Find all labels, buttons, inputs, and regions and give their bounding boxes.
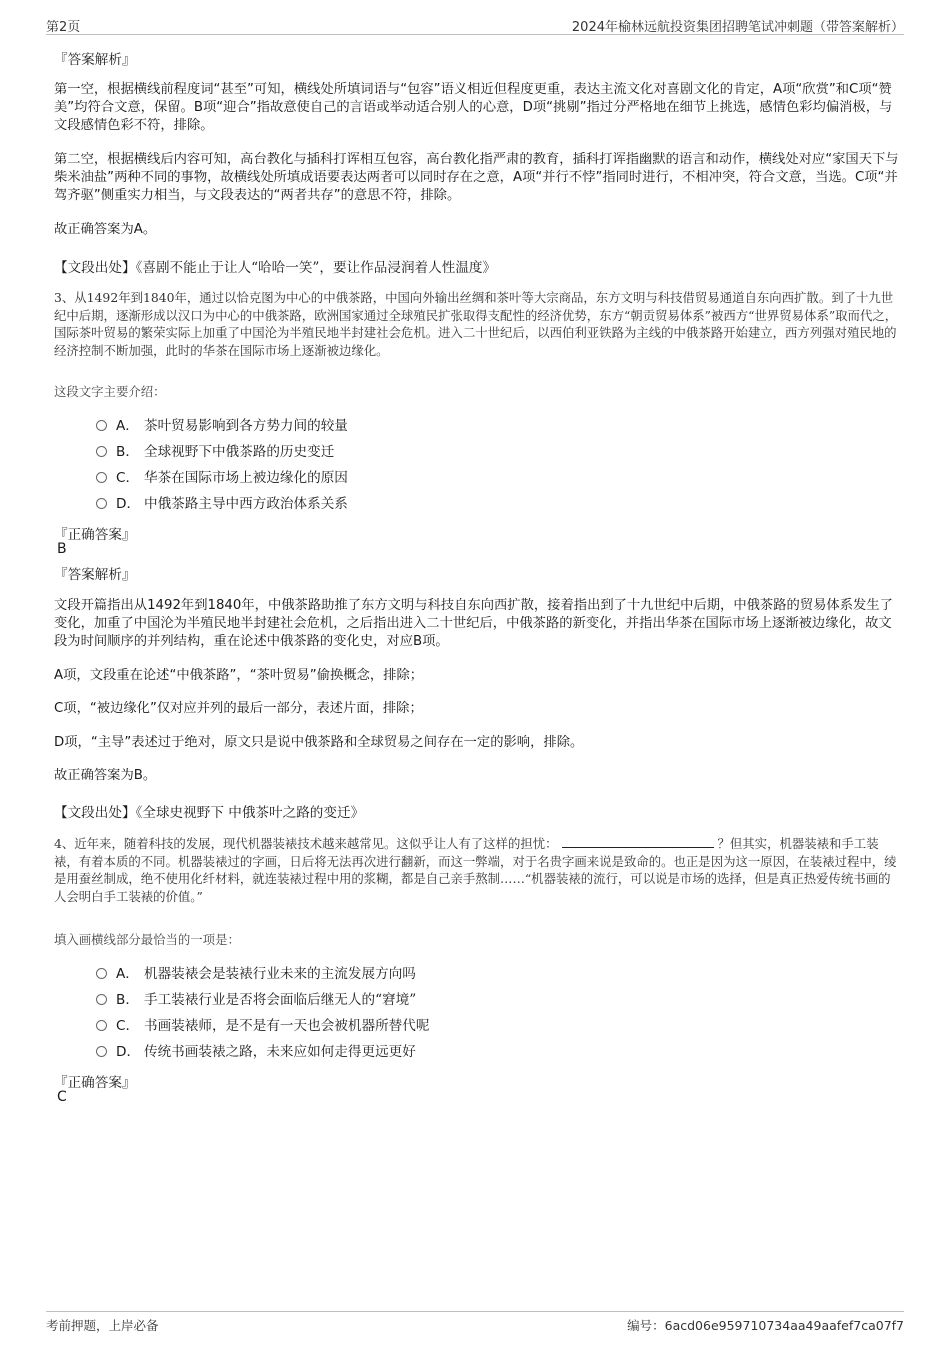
radio-icon[interactable] xyxy=(96,446,107,457)
q4-stem-part1: 4、近年来，随着科技的发展，现代机器装裱技术越来越常见。这似乎让人有了这样的担忧： xyxy=(54,836,558,851)
q3-stem: 3、从1492年到1840年，通过以恰克图为中心的中俄茶路，中国向外输出丝绸和茶叶等大宗商品，东方文明与科技借贸易通道自东向西扩散。到了十九世纪中后期，逐渐形成以汉口为中心的中俄茶路，欧洲国家通过全球殖民扩张取得支配性的经济优势，东方“朝贡贸易体系”被西方“世界贸易体系”取而代之，国际茶叶贸易的繁荣实际上加重了中国沦为半殖民地半封建社会危机。进入二十世纪后，以西伯利亚铁路为主线的中俄茶路开始建立，西方列强对殖民地的经济控制不断加强，此时的华茶在国际市场上逐渐被边缘化。 xyxy=(54,290,898,358)
q3-answer-tag: 『正确答案』 xyxy=(54,527,136,543)
q3-conclusion: 故正确答案为B。 xyxy=(54,768,157,783)
q4-stem xyxy=(54,835,900,905)
q4-option-c[interactable]: C． 书画装裱师，是不是有一天也会被机器所替代呢 xyxy=(96,1016,429,1036)
q4-stem-part2: ？但其实，机器装裱和手工装裱，有着本质的不同。机器装裱过的字画，日后将无法再次进行翻新，而这一弊端，对于名贵字画来说是致命的。也正是因为这一原因，在装裱过程中，绫是用蚕丝制成，绝不使用化纤材料，就连装裱过程中用的浆糊，都是自己亲手熬制……“机器装裱的流行，可以说是市场的选择，但是真正热爱传统书画的人会明白手工装裱的价值。” xyxy=(54,836,897,904)
radio-icon[interactable] xyxy=(96,968,107,979)
footer-slogan: 考前押题，上岸必备 xyxy=(46,1318,159,1333)
q3-option-c[interactable]: C． 华茶在国际市场上被边缘化的原因 xyxy=(96,468,348,488)
q2-analysis-para1: 第一空，根据横线前程度词“甚至”可知，横线处所填词语与“包容”语义相近但程度更重，表达主流文化对喜剧文化的肯定，A项“欣赏”和C项“赞美”均符合文意，保留。B项“迎合”指故意使自己的言语或举动适合别人的心意，D项“挑剔”指过分严格地在细节上挑选，感情色彩均偏消极，与文段感情色彩不符，排除。 xyxy=(54,82,893,133)
q3-ask: 这段文字主要介绍： xyxy=(54,384,166,399)
q3-analysis-tag: 『答案解析』 xyxy=(54,567,136,583)
radio-icon[interactable] xyxy=(96,1046,107,1057)
q2-analysis-para2: 第二空，根据横线后内容可知，高台教化与插科打诨相互包容，高台教化指严肃的教育，插科打诨指幽默的语言和动作，横线处对应“家国天下与柴米油盐”两种不同的事物，故横线处所填成语要表达两者可以同时存在之意，A项“并行不悖”指同时进行，不相冲突，符合文意，当选。C项“并驾齐驱”侧重实力相当，与文段表达的“两者共存”的意思不符，排除。 xyxy=(54,152,899,203)
q4-option-d[interactable]: D． 传统书画装裱之路，未来应如何走得更远更好 xyxy=(96,1042,416,1062)
q3-analysis-para1: 文段开篇指出从1492年到1840年，中俄茶路助推了东方文明与科技自东向西扩散，接着指出到了十九世纪中后期，中俄茶路的贸易体系发生了变化，加重了中国沦为半殖民地半封建社会危机，之后指出进入二十世纪后，中俄茶路的新变化，并指出华茶在国际市场上逐渐被边缘化，故文段为时间顺序的并列结构，重在论述中俄茶路的变化史，对应B项。 xyxy=(54,598,893,649)
document-title: 2024年榆林远航投资集团招聘笔试冲刺题（带答案解析） xyxy=(571,20,904,35)
q4-option-a[interactable]: A． 机器装裱会是装裱行业未来的主流发展方向吗 xyxy=(96,964,416,984)
page-header xyxy=(46,14,904,35)
q4-ask: 填入画横线部分最恰当的一项是： xyxy=(54,932,240,947)
radio-icon[interactable] xyxy=(96,498,107,509)
q3-analysis-para3: C项，“被边缘化”仅对应并列的最后一部分，表述片面，排除； xyxy=(54,701,423,716)
q3-analysis-para2: A项，文段重在论述“中俄茶路”，“茶叶贸易”偷换概念，排除； xyxy=(54,668,424,683)
q4-answer: C xyxy=(57,1089,67,1105)
q4-answer-tag: 『正确答案』 xyxy=(54,1075,136,1091)
radio-icon[interactable] xyxy=(96,472,107,483)
q3-option-a[interactable]: A． 茶叶贸易影响到各方势力间的较量 xyxy=(96,416,348,436)
q3-source: 【文段出处】《全球史视野下 中俄茶叶之路的变迁》 xyxy=(54,805,365,821)
q2-analysis-tag: 『答案解析』 xyxy=(54,52,136,68)
radio-icon[interactable] xyxy=(96,420,107,431)
q3-answer: B xyxy=(57,541,67,557)
page-number: 第2页 xyxy=(46,20,81,35)
q3-analysis-para4: D项，“主导”表述过于绝对，原文只是说中俄茶路和全球贸易之间存在一定的影响，排除。 xyxy=(54,735,584,750)
fill-blank xyxy=(562,835,714,848)
q2-source: 【文段出处】《喜剧不能止于让人“哈哈一笑”，要让作品浸润着人性温度》 xyxy=(54,260,497,276)
q2-conclusion: 故正确答案为A。 xyxy=(54,222,157,237)
footer-serial: 编号：6acd06e959710734aa49aafef7ca07f7 xyxy=(627,1318,904,1333)
radio-icon[interactable] xyxy=(96,1020,107,1031)
q3-option-b[interactable]: B． 全球视野下中俄茶路的历史变迁 xyxy=(96,442,334,462)
page-footer xyxy=(46,1311,904,1334)
q4-option-b[interactable]: B． 手工装裱行业是否将会面临后继无人的“窘境” xyxy=(96,990,416,1010)
radio-icon[interactable] xyxy=(96,994,107,1005)
q3-option-d[interactable]: D． 中俄茶路主导中西方政治体系关系 xyxy=(96,494,348,514)
